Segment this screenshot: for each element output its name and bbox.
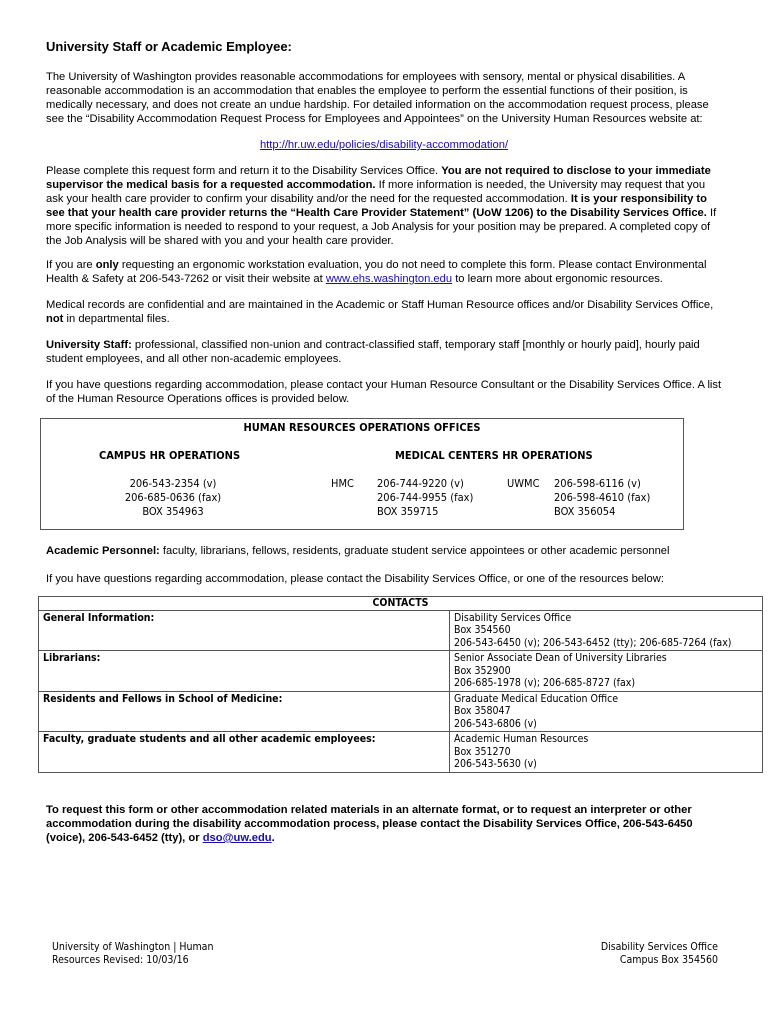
contact-line: Graduate Medical Education Office [454,692,619,705]
contact-details [450,651,763,692]
dso-email-link[interactable]: dso@uw.edu [202,832,272,844]
ehs-link[interactable]: www.ehs.washington.edu [325,273,453,285]
hr-box-title: HUMAN RESOURCES OPERATIONS OFFICES [243,421,481,434]
request-form-paragraph [46,164,722,248]
campus-hr-header: CAMPUS HR OPERATIONS [99,449,241,462]
para4-text-a: Medical records are confidential and are maintained in the Academic or Staff Human Resource offices and/or Disability Services Office, [46,299,714,311]
ergonomic-paragraph [46,258,722,286]
closing-paragraph [46,803,722,845]
para5-text-a: University Staff: [46,339,132,351]
medical-hr-header: MEDICAL CENTERS HR OPERATIONS [395,449,593,462]
para2-text-e: If more specific information is needed to respond to your request, a Job Analysis for your position may be prepared. A completed copy of the Job Analysis will be shared with you and your health care provider. [46,207,717,247]
footer-right [601,941,718,967]
table-row [39,610,763,651]
para4-text-c: in departmental files. [63,313,170,325]
contact-line: 206-685-1978 (v); 206-685-8727 (fax) [454,677,636,689]
campus-box: BOX 354963 [142,505,204,518]
medical-records-paragraph [46,298,722,326]
contact-label: Residents and Fellows in School of Medicine: [39,691,450,732]
policy-link-line [46,138,722,152]
hmc-phone: 206-744-9220 (v) [377,477,464,490]
closing-text-b: . [271,832,275,844]
uwmc-phone: 206-598-6116 (v) [554,477,641,490]
footer-left-line1: University of Washington | Human [52,941,214,953]
table-row [39,691,763,732]
para7-text-a: Academic Personnel: [46,545,160,557]
contact-line: Box 352900 [454,664,511,677]
contact-details [450,732,763,773]
para3-text-c: requesting an ergonomic workstation evaluation, you do not need to complete this form. Please contact Environmental Health & Safety at 206-543-7262 or visit their website at [46,259,707,285]
contact-line: Senior Associate Dean of University Libraries [454,652,667,664]
uwmc-label: UWMC [507,477,540,490]
para2-text-c: If more information is needed, the University may request that you ask your health care provider to confirm your disability and/or the need for the requested accommodation. [46,179,706,205]
contact-details [450,691,763,732]
footer-right-line1: Disability Services Office [600,941,718,953]
uwmc-fax: 206-598-4610 (fax) [554,491,651,504]
contact-label: Librarians: [39,651,450,692]
contact-label: Faculty, graduate students and all other academic employees: [39,732,450,773]
page-title: University Staff or Academic Employee: [46,39,292,54]
contact-line: Box 358047 [454,705,511,717]
contacts-table [38,596,763,773]
university-staff-paragraph [46,338,722,366]
footer-left [52,941,213,967]
contact-details [450,610,763,651]
contact-line: Disability Services Office [454,611,572,624]
closing-text-a: To request this form or other accommodation related materials in an alternate format, or to request an interpreter or other accommodation during the disability accommodation process, please contact the Disability Services Office, 206-543-6450 (voice), 206-543-6452 (tty), or [46,804,693,844]
para3-text-a: If you are [46,259,96,271]
footer-right-line2: Campus Box 354560 [619,954,718,966]
footer-left-line2: Resources Revised: 10/03/16 [52,954,189,966]
contact-label: General Information: [39,610,450,651]
para2-text-b: You are not required to disclose to your immediate supervisor the medical basis for a requested accommodation. [46,165,711,191]
campus-phone: 206-543-2354 (v) [129,477,217,490]
table-row [39,732,763,773]
contact-line: Academic Human Resources [454,733,589,745]
hmc-fax: 206-744-9955 (fax) [377,491,474,504]
intro-paragraph: The University of Washington provides reasonable accommodations for employees with sensory, mental or physical disabilities. A reasonable accommodation is an accommodation that enables the employee to perform the essential functions of their position, is medically necessary, and does not create an undue hardship. For detailed information on the accommodation request process, please see the “Disability Accommodation Request Process for Employees and Appointees” on the University Human Resources website at: [46,71,709,125]
contacts-title: CONTACTS [39,597,763,611]
contact-line: 206-543-6450 (v); 206-543-6452 (tty); 206-685-7264 (fax) [454,636,732,649]
contact-line: 206-543-5630 (v) [454,758,537,770]
para4-text-b: not [46,313,64,325]
contact-line: Box 354560 [454,624,511,636]
campus-fax: 206-685-0636 (fax) [124,491,222,504]
para3-text-b: only [95,259,119,271]
para5-text-b: professional, classified non-union and contract-classified staff, temporary staff [monthly or hourly paid], hourly paid student employees, and all other non-academic employees. [46,339,700,365]
uwmc-contacts [554,477,650,519]
campus-hr-contacts [113,477,233,519]
para2-text-d: It is your responsibility to see that your health care provider returns the “Health Care Provider Statement” (UoW 1206) to the Disability Services Office. [46,193,707,219]
hr-questions-paragraph: If you have questions regarding accommodation, please contact your Human Resource Consultant or the Disability Services Office. A list of the Human Resource Operations offices is provided below. [46,379,722,405]
contacts-header-row [39,597,763,611]
para2-text-a: Please complete this request form and return it to the Disability Services Office. [46,165,442,177]
hmc-box: BOX 359715 [377,505,439,518]
hmc-label: HMC [331,477,354,490]
table-row [39,651,763,692]
hr-operations-box [40,418,684,530]
policy-link[interactable]: http://hr.uw.edu/policies/disability-accommodation/ [259,139,509,151]
hmc-contacts [377,477,473,519]
uwmc-box: BOX 356054 [554,505,616,518]
para3-text-d: to learn more about ergonomic resources. [452,273,663,285]
academic-personnel-paragraph [46,544,722,558]
contact-line: Box 351270 [454,745,511,758]
contact-line: 206-543-6806 (v) [454,717,537,730]
para7-text-b: faculty, librarians, fellows, residents, graduate student service appointees or other academic personnel [159,545,670,557]
dso-questions-paragraph: If you have questions regarding accommodation, please contact the Disability Services Office, or one of the resources below: [46,573,664,585]
